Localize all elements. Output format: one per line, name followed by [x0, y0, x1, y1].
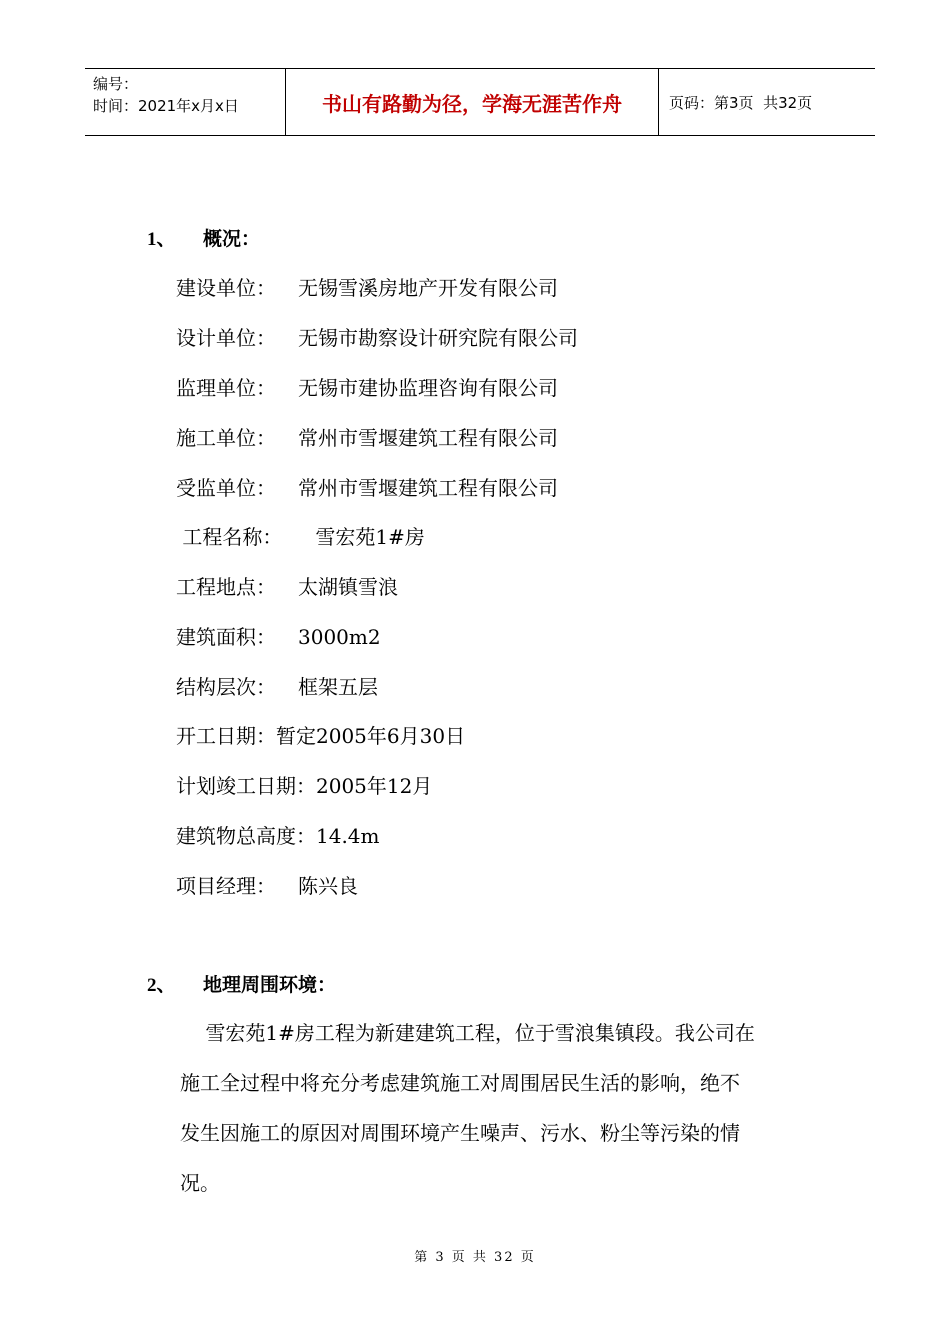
- info-label: 建筑面积：: [176, 625, 276, 649]
- page-footer: 第 3 页 共 32 页: [414, 1250, 536, 1265]
- info-value: 常州市雪堰建筑工程有限公司: [298, 426, 558, 450]
- info-value: 常州市雪堰建筑工程有限公司: [298, 476, 558, 500]
- environment-paragraph: [180, 1008, 820, 1208]
- paragraph-line: 发生因施工的原因对周围环境产生噪声、污水、粉尘等污染的情: [180, 1121, 740, 1145]
- info-row: [176, 571, 398, 600]
- document-number-label: 编号：: [93, 75, 139, 93]
- header-page-info: [659, 69, 875, 135]
- info-row: [176, 422, 558, 451]
- info-row: [176, 770, 432, 799]
- info-label: 建筑物总高度：: [176, 824, 316, 848]
- info-row: [176, 820, 380, 849]
- info-row: [176, 720, 465, 749]
- info-row: [176, 521, 425, 550]
- section-1-heading: [147, 224, 260, 251]
- info-label: 工程地点：: [176, 575, 276, 599]
- info-label: 建设单位：: [176, 276, 276, 300]
- section-2-title: 地理周围环境：: [203, 974, 337, 996]
- info-label: 施工单位：: [176, 426, 276, 450]
- info-value: 框架五层: [298, 675, 378, 699]
- info-row: [176, 322, 578, 351]
- info-label: 设计单位：: [176, 326, 276, 350]
- paragraph-line: 施工全过程中将充分考虑建筑施工对周围居民生活的影响，绝不: [180, 1071, 740, 1095]
- paragraph-line: 况。: [180, 1171, 220, 1195]
- info-row: [176, 671, 378, 700]
- info-row: [176, 870, 358, 899]
- info-label: 工程名称：: [176, 525, 283, 549]
- info-row: [176, 621, 381, 650]
- info-row: [176, 472, 558, 501]
- info-label: 结构层次：: [176, 675, 276, 699]
- info-value: 3000m2: [298, 625, 381, 649]
- info-row: [176, 372, 558, 401]
- info-label: 受监单位：: [176, 476, 276, 500]
- document-time-label: 时间：2021年x月x日: [93, 97, 239, 115]
- info-value: 无锡雪溪房地产开发有限公司: [298, 276, 558, 300]
- info-value: 暂定2005年6月30日: [276, 724, 466, 748]
- info-value: 太湖镇雪浪: [298, 575, 398, 599]
- section-2-number: 2、: [147, 975, 176, 996]
- header-meta: [85, 69, 285, 135]
- info-value: 无锡市勘察设计研究院有限公司: [298, 326, 578, 350]
- header-motto: 书山有路勤为径，学海无涯苦作舟: [285, 69, 659, 135]
- section-2-heading: [147, 970, 336, 997]
- info-label: 监理单位：: [176, 376, 276, 400]
- info-value: 14.4m: [316, 824, 380, 848]
- paragraph-line: 雪宏苑1#房工程为新建建筑工程，位于雪浪集镇段。我公司在: [180, 1021, 755, 1045]
- info-row: [176, 272, 558, 301]
- info-label: 项目经理：: [176, 874, 276, 898]
- info-label: 计划竣工日期：: [176, 774, 316, 798]
- section-1-number: 1、: [147, 229, 176, 250]
- page-header: [85, 68, 875, 136]
- info-value: 2005年12月: [316, 774, 433, 798]
- info-value: 无锡市建协监理咨询有限公司: [298, 376, 558, 400]
- header-page-label: 页码：第3页 共32页: [669, 93, 813, 112]
- info-value: 陈兴良: [298, 874, 358, 898]
- info-label: 开工日期：: [176, 724, 276, 748]
- section-1-title: 概况：: [203, 228, 261, 250]
- info-value: 雪宏苑1#房: [296, 525, 425, 549]
